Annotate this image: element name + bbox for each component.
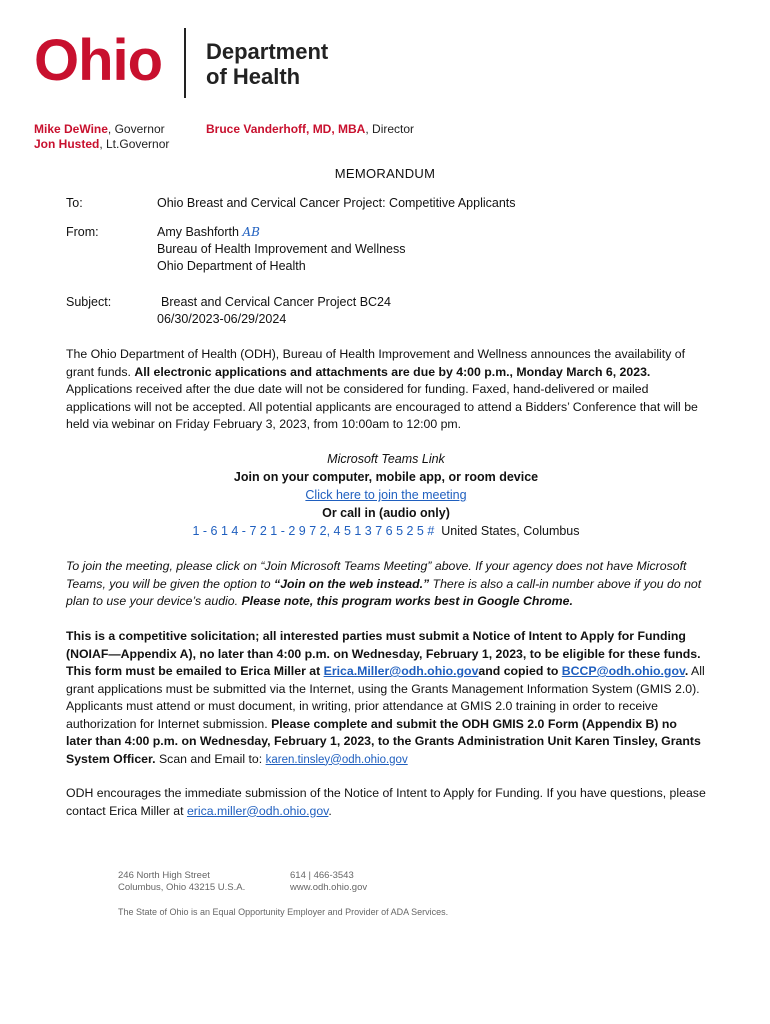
contact-period: . <box>328 803 332 818</box>
sentence-period: . <box>684 664 689 678</box>
from-value <box>157 224 406 275</box>
memo-title: MEMORANDUM <box>334 166 436 181</box>
subject-dates: 06/30/2023-06/29/2024 <box>157 312 287 326</box>
footer-city: Columbus, Ohio 43215 U.S.A. <box>118 882 246 893</box>
to-label: To: <box>66 196 83 210</box>
join-meeting-link[interactable]: Click here to join the meeting <box>305 488 467 502</box>
from-name: Amy Bashforth <box>157 225 239 239</box>
subject-title: Breast and Cervical Cancer Project BC24 <box>161 295 391 309</box>
intro-text-continued: Applications received after the due date will not be considered for funding. Faxed, hand-delivered or mailed applications will not be accepted. All potential applicants are encouraged to attend a Bidders’ Conference that will be held via webinar on Friday February 3, 2023, from 10:00am to 12:00 pm. <box>66 382 698 431</box>
footer-web: www.odh.ohio.gov <box>290 882 368 893</box>
department-line-2: of Health <box>206 64 301 89</box>
teams-join-text: Join on your computer, mobile app, or room device <box>233 470 539 484</box>
footer-street: 246 North High Street <box>118 870 210 881</box>
subject-label: Subject: <box>66 295 112 309</box>
from-bureau: Bureau of Health Improvement and Wellness <box>157 242 406 256</box>
department-line-1: Department <box>206 39 329 64</box>
footer-phone: 614 | 466-3543 <box>290 870 354 881</box>
join-web-text: “Join on the web instead.” <box>274 576 430 591</box>
lt-governor-title: , Lt.Governor <box>99 137 170 151</box>
from-department: Ohio Department of Health <box>157 259 306 273</box>
meeting-instructions <box>66 558 706 611</box>
from-label: From: <box>66 225 99 239</box>
gmis-form-notice: Please complete and submit the ODH GMIS 2.0 Form (Appendix B) no later than 4:00 p.m. on Wednesday, February 1, 2023, to the Grants Administration Unit Karen Tinsley, Grants System Officer. <box>66 716 701 766</box>
erica-contact-email-link[interactable]: erica.miller@odh.ohio.gov <box>186 803 329 818</box>
instructions-text-continued: There is also a call-in number above if you do not plan to use your device’s audio. <box>66 576 702 608</box>
teams-title: Microsoft Teams Link <box>327 452 445 466</box>
footer-contact <box>290 870 367 894</box>
logo-divider <box>184 28 186 98</box>
erica-email-link[interactable]: Erica.Miller@odh.ohio.gov <box>323 664 479 678</box>
instructions-text: To join the meeting, please click on “Join Microsoft Teams Meeting” above. If your agency does not have Microsoft Teams, you will be given the option to <box>66 559 687 591</box>
governor-title: , Governor <box>107 122 165 136</box>
department-name <box>206 39 328 89</box>
browser-note: Please note, this program works best in Google Chrome. <box>241 594 573 608</box>
contact-paragraph <box>66 785 706 820</box>
solicitation-paragraph <box>66 628 706 769</box>
lt-governor-name: Jon Husted <box>34 137 100 151</box>
governor-block <box>34 122 169 152</box>
director-name: Bruce Vanderhoff, MD, MBA <box>206 122 366 136</box>
due-date-notice: All electronic applications and attachments are due by 4:00 p.m., Monday March 6, 2023. <box>134 364 651 379</box>
karen-email-link[interactable]: karen.tinsley@odh.ohio.gov <box>265 753 408 766</box>
director-title: , Director <box>365 122 415 136</box>
ohio-logo: Ohio <box>34 28 163 93</box>
intro-text: The Ohio Department of Health (ODH), Bureau of Health Improvement and Wellness announces the availability of grant funds. <box>66 347 686 379</box>
call-location: United States, Columbus <box>441 524 580 538</box>
solicitation-notice: This is a competitive solicitation; all interested parties must submit a Notice of Intent to Apply for Funding (NOIAF—Appendix A), no later than 4:00 p.m. on Wednesday, February 1, 2023, to be eligible for these funds. This form must be emailed to Erica Miller at <box>66 629 701 678</box>
contact-text: ODH encourages the immediate submission of the Notice of Intent to Apply for Funding. If you have questions, please contact Erica Miller at <box>66 786 706 818</box>
subject-value <box>157 294 391 328</box>
footer-address <box>118 870 245 894</box>
call-in-text: Or call in (audio only) <box>322 506 450 520</box>
footer-eeo-statement: The State of Ohio is an Equal Opportunity Employer and Provider of ADA Services. <box>118 907 449 917</box>
scan-email-text: Scan and Email to: <box>155 751 266 766</box>
teams-block <box>66 450 706 540</box>
gmis-text: All grant applications must be submitted via the Internet, using the Grants Management Information System (GMIS 2.0). Applicants must attend or must document, in writing, prior attendance at GMIS 2.0 training in order to receive authorization for Internet submission. <box>66 664 705 731</box>
phone-number[interactable]: 1 - 6 1 4 - 7 2 1 - 2 9 7 2, 4 5 1 3 7 6 5 2 5 # <box>192 524 435 538</box>
director-block <box>206 122 414 137</box>
governor-name: Mike DeWine <box>34 122 108 136</box>
intro-paragraph <box>66 346 706 434</box>
copied-to-text: and copied to <box>478 664 562 678</box>
bccp-email-link[interactable]: BCCP@odh.ohio.gov <box>561 664 685 678</box>
to-value: Ohio Breast and Cervical Cancer Project: Competitive Applicants <box>157 196 516 210</box>
signature-initials: AB <box>242 225 260 239</box>
